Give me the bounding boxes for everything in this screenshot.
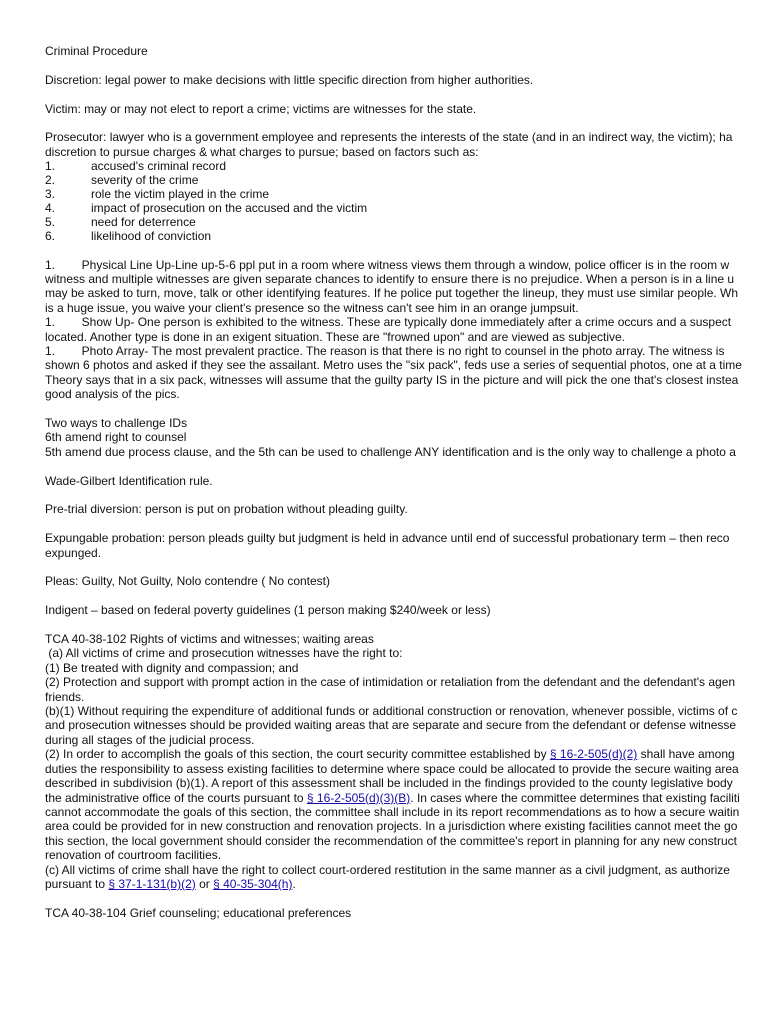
- photo-array-line: shown 6 photos and asked if they see the assailant. Metro uses the "six pack", feds use a series of sequential photos, one at a time: [45, 358, 742, 373]
- expungable-line: expunged.: [45, 545, 102, 560]
- tca-102-line: described in subdivision (b)(1). A report of this assessment shall be included in the findings provided to the county legislative body: [45, 776, 733, 791]
- factor-item: [45, 159, 768, 173]
- victim-def: Victim: may or may not elect to report a crime; victims are witnesses for the state.: [45, 101, 477, 116]
- pretrial-diversion: Pre-trial diversion: person is put on probation without pleading guilty.: [45, 502, 408, 517]
- tca-102-line: during all stages of the judicial process.: [45, 732, 255, 747]
- prosecutor-line: Prosecutor: lawyer who is a government employee and represents the interests of the state (and in an indirect way, the victim); ha: [45, 130, 733, 145]
- factor-item: [45, 229, 768, 243]
- challenge-line: 6th amend right to counsel: [45, 430, 187, 445]
- indigent-line: Indigent – based on federal poverty guidelines (1 person making $240/week or less): [45, 603, 491, 618]
- text-run: the administrative office of the courts pursuant to: [45, 790, 307, 805]
- pleas-line: Pleas: Guilty, Not Guilty, Nolo contendre ( No contest): [45, 574, 331, 589]
- prosecutor-line: discretion to pursue charges & what charges to pursue; based on factors such as:: [45, 144, 479, 159]
- factor-num: 6.: [45, 229, 56, 244]
- factor-num: 1.: [45, 159, 56, 174]
- factor-num: 3.: [45, 187, 56, 202]
- text-run: (2) In order to accomplish the goals of this section, the court security committee established by: [45, 747, 550, 762]
- document-page: [45, 44, 768, 920]
- factor-item: [45, 215, 768, 229]
- discretion-def: Discretion: legal power to make decisions with little specific direction from higher authorities.: [45, 72, 534, 87]
- lineup-line: 1. Physical Line Up-Line up-5-6 ppl put in a room where witness views them through a window, police officer is in the room w: [45, 257, 730, 272]
- factor-text: role the victim played in the crime: [91, 187, 270, 202]
- factor-num: 4.: [45, 201, 56, 216]
- tca-102-heading: TCA 40-38-102 Rights of victims and witnesses; waiting areas: [45, 632, 374, 647]
- statute-link[interactable]: § 37-1-131(b)(2): [108, 876, 196, 891]
- photo-array-line: Theory says that in a six pack, witnesses will assume that the guilty party IS in the picture and will pick the one that's closest instea: [45, 372, 739, 387]
- tca-102-line: duties the responsibility to assess existing facilities to determine where space could be allocated to provide the secure waiting area: [45, 761, 739, 776]
- text-run: pursuant to: [45, 876, 109, 891]
- showup-line: 1. Show Up- One person is exhibited to the witness. These are typically done immediately after a crime occurs and a suspect: [45, 315, 732, 330]
- tca-102-line: cannot accommodate the goals of this section, the committee shall include in its report recommendations as to how a secure waitin: [45, 804, 740, 819]
- tca-102-line: this section, the local government should consider the recommendation of the committee's report in planning for any new construct: [45, 833, 737, 848]
- photo-array-line: good analysis of the pics.: [45, 387, 180, 402]
- tca-102-line: [45, 747, 768, 761]
- lineup-line: is a huge issue, you waive your client's presence so the witness can't see him in an orange jumpsuit.: [45, 300, 579, 315]
- challenge-line: 5th amend due process clause, and the 5th can be used to challenge ANY identification and is the only way to challenge a photo a: [45, 444, 736, 459]
- statute-link[interactable]: § 16-2-505(d)(2): [549, 747, 638, 762]
- statute-link[interactable]: § 16-2-505(d)(3)(B): [306, 790, 411, 805]
- lineup-line: witness and multiple witnesses are given separate chances to identify to ensure there is no prejudice. When a person is in a line u: [45, 272, 735, 286]
- text-run: . In cases where the committee determines that existing faciliti: [410, 790, 740, 805]
- factor-text: impact of prosecution on the accused and the victim: [91, 201, 368, 216]
- tca-102-line: renovation of courtroom facilities.: [45, 848, 222, 863]
- factor-text: likelihood of conviction: [91, 229, 212, 244]
- statute-link[interactable]: § 40-35-304(h): [213, 876, 293, 891]
- text-run: .: [292, 876, 296, 891]
- tca-102-line: [45, 877, 768, 891]
- factor-text: severity of the crime: [91, 173, 199, 188]
- tca-104-heading: TCA 40-38-104 Grief counseling; educational preferences: [45, 905, 352, 920]
- factor-item: [45, 201, 768, 215]
- factor-text: accused's criminal record: [91, 159, 227, 174]
- tca-102-line: (b)(1) Without requiring the expenditure of additional funds or additional construction or renovation, whenever possible, victims of c: [45, 704, 738, 719]
- tca-102-line: (a) All victims of crime and prosecution witnesses have the right to:: [45, 646, 403, 661]
- text-run: or: [195, 876, 214, 891]
- factor-text: need for deterrence: [91, 215, 196, 230]
- tca-102-line: (2) Protection and support with prompt action in the case of intimidation or retaliation from the defendant and the defendant's agen: [45, 675, 736, 690]
- tca-102-line: (c) All victims of crime shall have the right to collect court-ordered restitution in the same manner as a civil judgment, as authorize: [45, 862, 730, 877]
- challenge-line: Two ways to challenge IDs: [45, 416, 188, 431]
- factor-num: 2.: [45, 173, 56, 188]
- tca-102-line: [45, 791, 768, 805]
- tca-102-line: friends.: [45, 689, 85, 704]
- wade-gilbert-rule: Wade-Gilbert Identification rule.: [45, 473, 213, 488]
- tca-102-line: area could be provided for in new construction and renovation projects. In a jurisdiction where existing facilities cannot meet the go: [45, 819, 738, 834]
- showup-line: located. Another type is done in an exigent situation. These are "frowned upon" and are viewed as subjective.: [45, 329, 626, 344]
- factor-item: [45, 187, 768, 201]
- expungable-line: Expungable probation: person pleads guilty but judgment is held in advance until end of successful probationary term – then reco: [45, 531, 730, 546]
- doc-title: Criminal Procedure: [45, 44, 148, 58]
- photo-array-line: 1. Photo Array- The most prevalent practice. The reason is that there is no right to counsel in the photo array. The witness is: [45, 344, 725, 359]
- tca-102-line: and prosecution witnesses should be provided waiting areas that are separate and secure from the defendant or defense witnesse: [45, 718, 737, 733]
- lineup-line: may be asked to turn, move, talk or other identifying features. If he police put together the lineup, they must use similar people. Wh: [45, 286, 739, 301]
- tca-102-line: (1) Be treated with dignity and compassion; and: [45, 660, 299, 675]
- factor-item: [45, 173, 768, 187]
- text-run: shall have among: [637, 747, 735, 762]
- factor-num: 5.: [45, 215, 56, 230]
